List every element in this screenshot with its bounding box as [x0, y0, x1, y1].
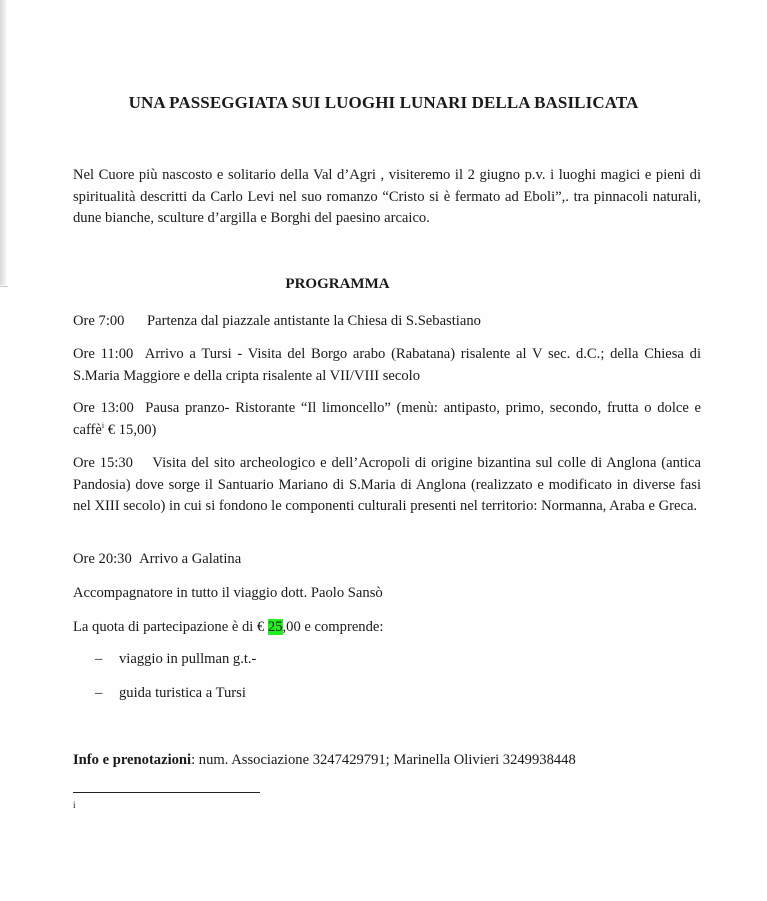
info-label: Info e prenotazioni — [73, 752, 192, 768]
schedule-time: Ore 7:00 — [73, 313, 125, 329]
list-item — [95, 685, 246, 702]
schedule-time: Ore 20:30 — [73, 551, 132, 567]
schedule-text-price: € 15,00) — [104, 421, 157, 438]
footnote-rule — [73, 792, 260, 793]
schedule-time: Ore 11:00 — [73, 346, 134, 362]
list-item — [95, 651, 256, 668]
schedule-text: Visita del sito archeologico e dell’Acropoli di origine bizantina sul colle di Anglona (antica Pandosia) dove sorge il Santuario Mariano di S.Maria di Anglona (realizzato e modificato in diverse fasi nel XIII secolo) in cui si fondono le componenti culturali presenti nel territorio: Normanna, Araba e Greca. — [73, 455, 701, 514]
schedule-text: Partenza dal piazzale antistante la Chiesa di S.Sebastiano — [147, 313, 481, 329]
list-item-text: guida turistica a Tursi — [119, 685, 246, 701]
fee-suffix: ,00 e comprende: — [282, 619, 384, 635]
fee-amount-highlight: 25 — [267, 619, 283, 635]
schedule-item — [73, 453, 701, 518]
document-title: UNA PASSEGGIATA SUI LUOGHI LUNARI DELLA BASILICATA — [128, 93, 639, 112]
program-heading: PROGRAMMA — [285, 276, 390, 292]
bullet-dash: – — [95, 651, 103, 667]
guide-line: Accompagnatore in tutto il viaggio dott. Paolo Sansò — [73, 585, 383, 601]
schedule-item — [73, 398, 701, 441]
schedule-time: Ore 13:00 — [73, 400, 134, 416]
schedule-item — [73, 311, 701, 333]
schedule-item — [73, 344, 701, 387]
schedule-text: Arrivo a Galatina — [139, 551, 242, 567]
schedule-text: Pausa pranzo- Ristorante “Il limoncello” (menù: antipasto, primo, secondo, frutta o dolce e caffè — [73, 400, 701, 438]
schedule-text: Arrivo a Tursi - Visita del Borgo arabo (Rabatana) risalente al V sec. d.C.; della Chiesa di S.Maria Maggiore e della cripta risalente al VII/VIII secolo — [73, 346, 701, 384]
schedule-time: Ore 15:30 — [73, 455, 133, 471]
info-line — [73, 750, 701, 772]
schedule-item — [73, 549, 701, 571]
info-contacts: : num. Associazione 3247429791; Marinella Olivieri 3249938448 — [191, 752, 576, 768]
footnote-reference: i — [101, 420, 105, 430]
fee-line — [73, 617, 701, 639]
page-edge-shadow — [0, 0, 6, 285]
bullet-dash: – — [95, 685, 103, 701]
fee-prefix: La quota di partecipazione è di € — [73, 619, 268, 635]
footnote-mark: i — [73, 800, 76, 810]
intro-paragraph: Nel Cuore più nascosto e solitario della Val d’Agri , visiteremo il 2 giugno p.v. i luoghi magici e pieni di spiritualità descritti da Carlo Levi nel suo romanzo “Cristo si è fermato ad Eboli”,. tra pinnacoli naturali, dune bianche, sculture d’argilla e Borghi del paesino arcaico. — [73, 167, 701, 226]
list-item-text: viaggio in pullman g.t.- — [119, 651, 257, 667]
